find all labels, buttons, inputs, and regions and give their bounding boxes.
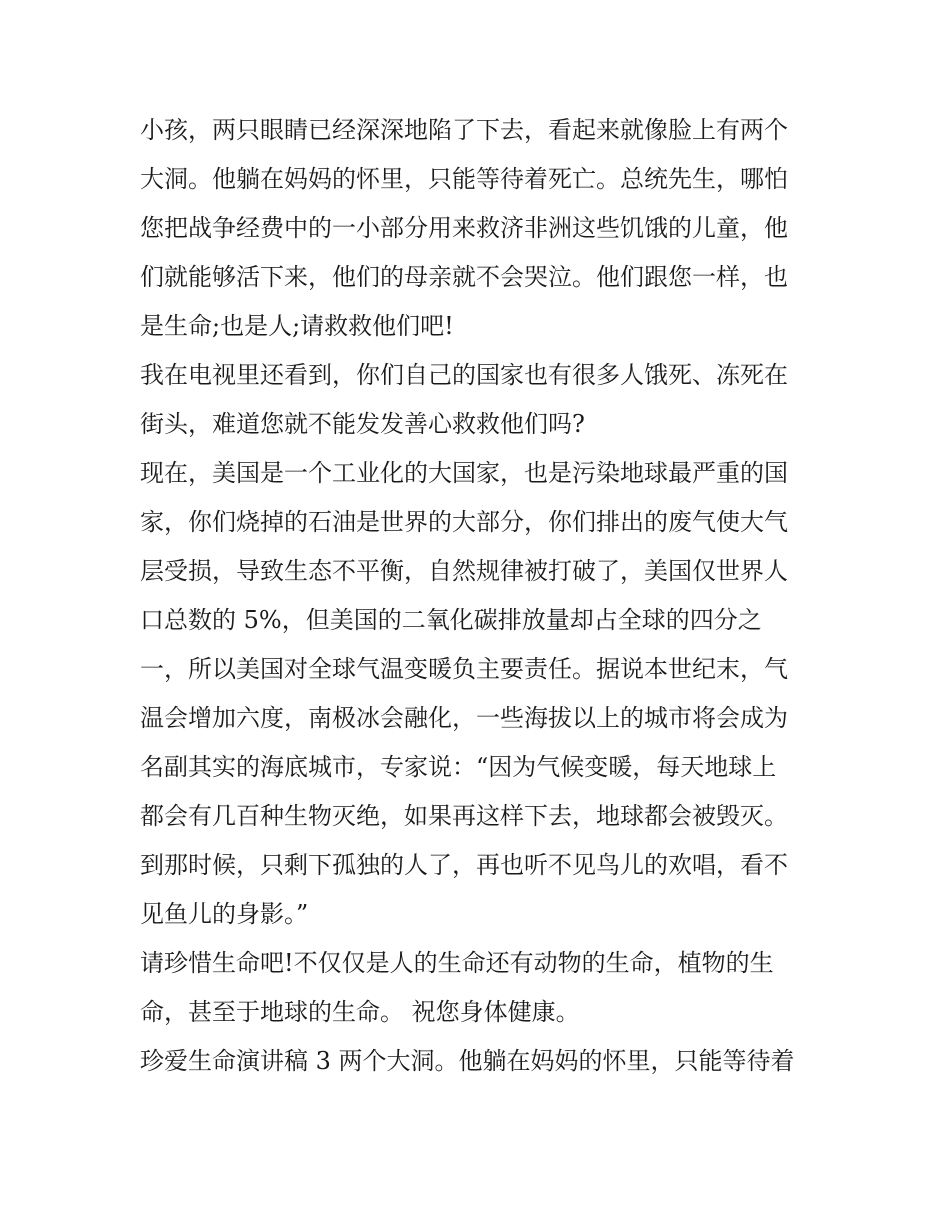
document-body [140, 106, 820, 1086]
text-line: 命，甚至于地球的生命。 祝您身体健康。 [140, 998, 580, 1026]
text-line: 家，你们烧掉的石油是世界的大部分，你们排出的废气使大气 [140, 508, 788, 536]
text-line: 们就能够活下来，他们的母亲就不会哭泣。他们跟您一样，也 [140, 263, 788, 291]
text-line: 请珍惜生命吧!不仅仅是人的生命还有动物的生命，植物的生 [140, 949, 774, 977]
text-line: 珍爱生命演讲稿 3 两个大洞。他躺在妈妈的怀里，只能等待着 [140, 1047, 795, 1075]
text-line: 到那时候，只剩下孤独的人了，再也听不见鸟儿的欢唱，看不 [140, 851, 788, 879]
text-line: 温会增加六度，南极冰会融化，一些海拔以上的城市将会成为 [140, 704, 788, 732]
text-line: 现在，美国是一个工业化的大国家，也是污染地球最严重的国 [140, 459, 788, 487]
text-line: 我在电视里还看到，你们自己的国家也有很多人饿死、冻死在 [140, 361, 788, 389]
text-line: 您把战争经费中的一小部分用来救济非洲这些饥饿的儿童，他 [140, 214, 788, 242]
text-line: 街头，难道您就不能发发善心救救他们吗? [140, 410, 585, 438]
text-line: 大洞。他躺在妈妈的怀里，只能等待着死亡。总统先生，哪怕 [140, 165, 788, 193]
text-line: 层受损，导致生态不平衡，自然规律被打破了，美国仅世界人 [140, 557, 788, 585]
text-line: 是生命;也是人;请救救他们吧! [140, 312, 454, 340]
text-line: 一，所以美国对全球气温变暖负主要责任。据说本世纪末，气 [140, 655, 788, 683]
text-line: 都会有几百种生物灭绝，如果再这样下去，地球都会被毁灭。 [140, 802, 788, 830]
text-line: 见鱼儿的身影。” [140, 900, 309, 928]
text-line: 名副其实的海底城市，专家说：“因为气候变暖，每天地球上 [140, 753, 777, 781]
text-line: 口总数的 5%，但美国的二氧化碳排放量却占全球的四分之 [140, 606, 762, 634]
text-line: 小孩，两只眼睛已经深深地陷了下去，看起来就像脸上有两个 [140, 116, 788, 144]
